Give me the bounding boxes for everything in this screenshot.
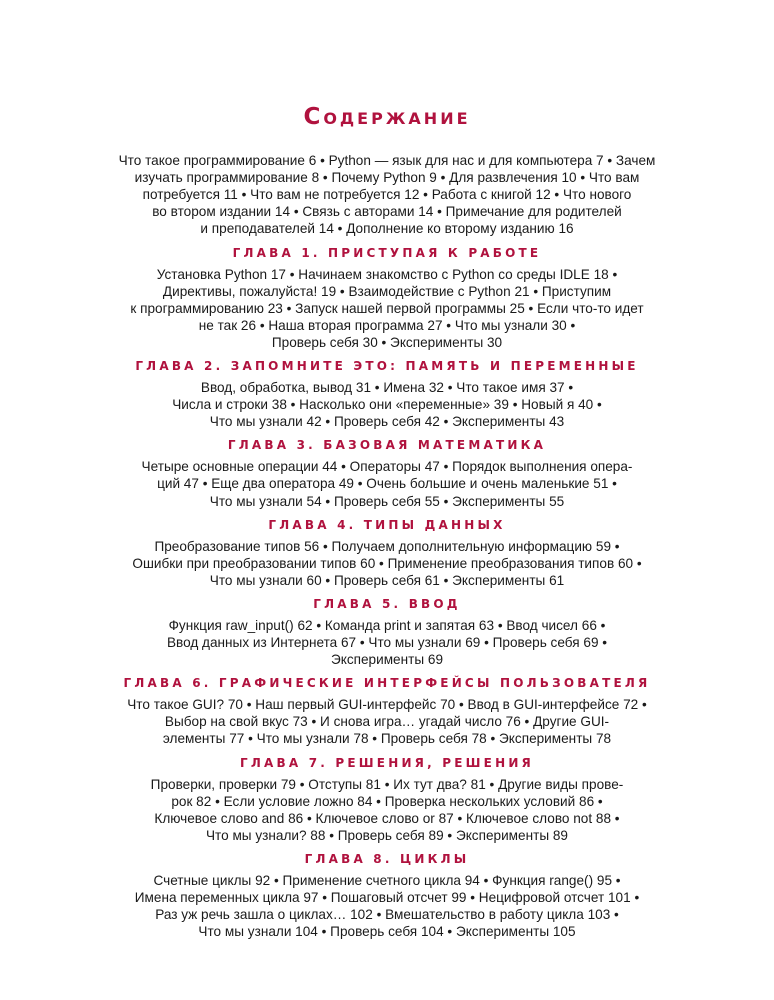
toc-line: потребуется 11 • Что вам не потребуется 12 • Работа с книгой 12 • Что нового [142, 187, 632, 203]
chapter-heading: ГЛАВА 2. ЗАПОМНИТЕ ЭТО: ПАМЯТЬ И ПЕРЕМЕННЫЕ [135, 359, 639, 373]
chapter-heading: ГЛАВА 5. ВВОД [313, 596, 461, 611]
toc-line: Раз уж речь зашла о циклах… 102 • Вмешательство в работу цикла 103 • [155, 907, 619, 923]
toc-line: Что мы узнали 42 • Проверь себя 42 • Эксперименты 43 [209, 414, 565, 430]
toc-line: изучать программирование 8 • Почему Python 9 • Для развлечения 10 • Что вам [134, 170, 640, 186]
toc-line: Ключевое слово and 86 • Ключевое слово or 87 • Ключевое слово not 88 • [154, 810, 620, 826]
toc-line: Проверь себя 30 • Эксперименты 30 [271, 334, 503, 350]
toc-line: Что мы узнали 104 • Проверь себя 104 • Эксперименты 105 [198, 924, 576, 940]
toc-line: Числа и строки 38 • Насколько они «переменные» 39 • Новый я 40 • [172, 397, 602, 413]
toc-line: Ввод данных из Интернета 67 • Что мы узнали 69 • Проверь себя 69 • [166, 635, 608, 650]
chapter-heading: ГЛАВА 1. ПРИСТУПАЯ К РАБОТЕ [232, 245, 542, 260]
toc-line: рок 82 • Если условие ложно 84 • Проверка нескольких условий 86 • [171, 793, 603, 809]
toc-line: Имена переменных цикла 97 • Пошаговый отсчет 99 • Нецифровой отсчет 101 • [134, 890, 640, 905]
page-title: Содержание [303, 104, 471, 130]
toc-line: Ввод, обработка, вывод 31 • Имена 32 • Что такое имя 37 • [200, 380, 574, 395]
toc-line: Ошибки при преобразовании типов 60 • Применение преобразования типов 60 • [132, 555, 642, 571]
toc-line: Проверки, проверки 79 • Отступы 81 • Их тут два? 81 • Другие виды прове- [150, 776, 624, 792]
toc-line: ций 47 • Еще два оператора 49 • Очень большие и очень маленькие 51 • [157, 476, 617, 492]
toc-line: Директивы, пожалуйста! 19 • Взаимодействие с Python 21 • Приступим [162, 283, 612, 299]
toc-line: Установка Python 17 • Начинаем знакомство с Python со среды IDLE 18 • [156, 266, 618, 282]
toc-line: к программированию 23 • Запуск нашей первой программы 25 • Если что-то идет [130, 300, 644, 316]
toc-line: Четыре основные операции 44 • Операторы 47 • Порядок выполнения опера- [141, 459, 633, 475]
toc-line: Что такое GUI? 70 • Наш первый GUI-интерфейс 70 • Ввод в GUI-интерфейсе 72 • [127, 697, 647, 713]
toc-line: во втором издании 14 • Связь с авторами 14 • Примечание для родителей [152, 204, 622, 220]
toc-line: Что мы узнали 54 • Проверь себя 55 • Эксперименты 55 [209, 493, 565, 509]
chapter-heading: ГЛАВА 7. РЕШЕНИЯ, РЕШЕНИЯ [239, 755, 534, 770]
toc-line: Что мы узнали 60 • Проверь себя 61 • Эксперименты 61 [209, 572, 565, 588]
toc-line: и преподавателей 14 • Дополнение ко второму изданию 16 [200, 221, 574, 237]
chapter-heading: ГЛАВА 8. ЦИКЛЫ [304, 851, 470, 866]
toc-line: элементы 77 • Что мы узнали 78 • Проверь себя 78 • Эксперименты 78 [162, 731, 612, 747]
toc-line: Функция raw_input() 62 • Команда print и запятая 63 • Ввод чисел 66 • [168, 617, 606, 633]
toc-line: Преобразование типов 56 • Получаем дополнительную информацию 59 • [154, 538, 620, 554]
toc-line: Счетные циклы 92 • Применение счетного цикла 94 • Функция range() 95 • [153, 872, 621, 888]
toc-line: Что мы узнали? 88 • Проверь себя 89 • Эксперименты 89 [205, 827, 568, 843]
chapter-heading: ГЛАВА 6. ГРАФИЧЕСКИЕ ИНТЕРФЕЙСЫ ПОЛЬЗОВАТЕЛЯ [123, 676, 651, 691]
chapter-heading: ГЛАВА 3. БАЗОВАЯ МАТЕМАТИКА [227, 438, 547, 453]
toc-line: Что такое программирование 6 • Python — язык для нас и для компьютера 7 • Зачем [118, 153, 656, 168]
toc-line: Выбор на свой вкус 73 • И снова игра… угадай число 76 • Другие GUI- [164, 714, 610, 730]
toc-line: не так 26 • Наша вторая программа 27 • Что мы узнали 30 • [198, 317, 576, 333]
toc-line: Эксперименты 69 [330, 652, 444, 668]
chapter-heading: ГЛАВА 4. ТИПЫ ДАННЫХ [268, 517, 506, 532]
